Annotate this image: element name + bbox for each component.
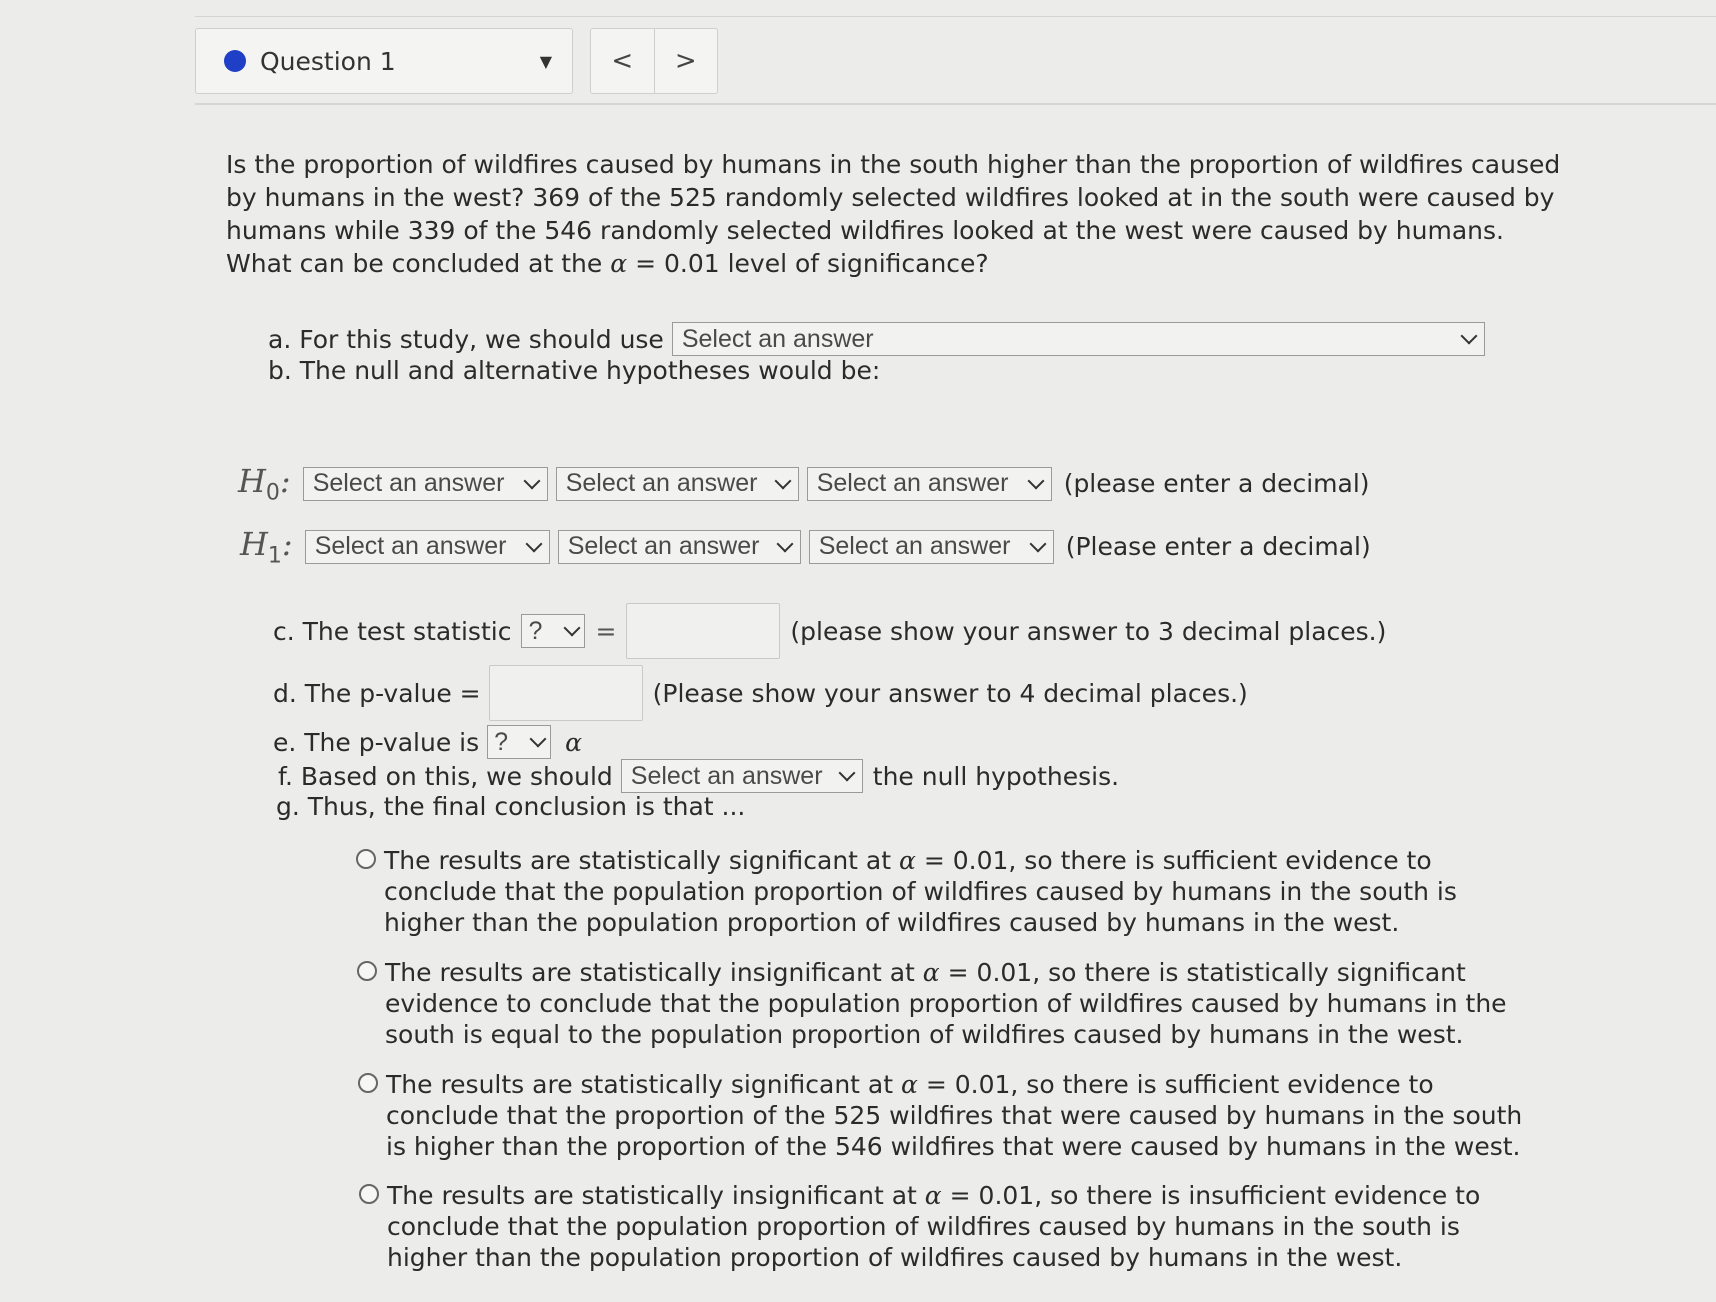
question-label: Question 1 [260, 46, 396, 76]
alpha-symbol: α [565, 727, 583, 757]
part-f [278, 759, 1119, 793]
test-statistic-select-value: ? [528, 616, 543, 645]
question-selector[interactable] [195, 28, 573, 94]
h1-operator-select[interactable] [558, 530, 801, 564]
decision-select[interactable] [621, 759, 863, 793]
part-b [268, 356, 880, 385]
part-f-label: f. Based on this, we should [278, 761, 613, 791]
chevron-down-icon [776, 535, 793, 552]
part-f-tail: the null hypothesis. [872, 761, 1120, 791]
chevron-down-icon [838, 765, 855, 782]
h0-value-value: Select an answer [816, 469, 1009, 498]
chevron-down-icon [525, 535, 542, 552]
h0-note: (please enter a decimal) [1063, 469, 1370, 499]
h0-symbol: $H_0$: [238, 462, 291, 506]
chevron-down-icon [1029, 535, 1046, 552]
part-g [276, 792, 745, 821]
chevron-down-icon [530, 731, 547, 748]
part-g-label: g. Thus, the final conclusion is that ... [276, 792, 746, 821]
part-d [273, 665, 1248, 721]
h1-parameter-value: Select an answer [314, 532, 507, 561]
chevron-down-icon [1460, 328, 1477, 345]
caret-down-icon: ▼ [539, 51, 552, 71]
h1-value-select[interactable] [809, 530, 1054, 564]
h1-operator-value: Select an answer [567, 532, 760, 561]
part-a-label: a. For this study, we should use [268, 324, 664, 354]
h0-value-select[interactable] [807, 467, 1052, 501]
part-a [268, 322, 1485, 356]
h0-parameter-select[interactable] [303, 467, 548, 501]
radio-button[interactable] [356, 849, 376, 869]
question-status-dot [224, 50, 246, 72]
option-text: The results are statistically insignificant at α = 0.01, so there is insufficient evidence to conclude that the population proportion of wildfires caused by humans in the south is higher than the population proportion of wildfires caused by humans in the west. [387, 1181, 1481, 1272]
part-c-note: (please show your answer to 3 decimal places.) [790, 616, 1387, 646]
h1-value-value: Select an answer [818, 532, 1011, 561]
alternative-hypothesis-row [240, 525, 1371, 568]
chevron-down-icon [1027, 472, 1044, 489]
option-text: The results are statistically significant at α = 0.01, so there is sufficient evidence to conclude that the proportion of the 525 wildfires that were caused by humans in the south is higher than the proportion of the 546 wildfires that were caused by humans in the west. [386, 1070, 1523, 1161]
part-d-note: (Please show your answer to 4 decimal places.) [652, 678, 1248, 708]
conclusion-option-2[interactable] [357, 957, 1535, 1050]
h0-operator-value: Select an answer [565, 469, 758, 498]
equals-sign: = [595, 616, 617, 646]
chevron-down-icon [774, 472, 791, 489]
option-text: The results are statistically significant at α = 0.01, so there is sufficient evidence to conclude that the population proportion of wildfires caused by humans in the south is higher than the population proportion of wildfires caused by humans in the west. [384, 846, 1457, 937]
conclusion-option-4[interactable] [359, 1180, 1537, 1273]
p-value-comparison-value: ? [494, 727, 509, 756]
prompt-tail: = 0.01 level of significance? [635, 249, 989, 278]
conclusion-option-3[interactable] [358, 1069, 1536, 1162]
next-question-button[interactable] [654, 29, 718, 93]
h1-symbol: $H_1$: [240, 525, 293, 569]
h0-operator-select[interactable] [556, 467, 799, 501]
part-b-label: b. The null and alternative hypotheses would be: [268, 356, 881, 385]
part-e-label: e. The p-value is [273, 727, 480, 757]
h1-parameter-select[interactable] [305, 530, 550, 564]
part-c-label: c. The test statistic [273, 616, 512, 646]
chevron-down-icon [564, 620, 581, 637]
radio-button[interactable] [359, 1184, 379, 1204]
option-text: The results are statistically insignificant at α = 0.01, so there is statistically significant evidence to conclude that the population proportion of wildfires caused by humans in the south is equal to the population proportion of wildfires caused by humans in the west. [385, 958, 1507, 1049]
chevron-left-icon: < [611, 46, 634, 76]
decision-select-value: Select an answer [630, 761, 823, 790]
h1-note: (Please enter a decimal) [1065, 532, 1371, 562]
nav-divider [195, 103, 1716, 105]
p-value-input[interactable] [489, 665, 643, 721]
radio-button[interactable] [357, 961, 377, 981]
study-type-select[interactable] [672, 322, 1485, 356]
part-c [273, 603, 1386, 659]
conclusion-option-1[interactable] [356, 845, 1534, 938]
null-hypothesis-row [238, 462, 1370, 505]
h0-parameter-value: Select an answer [312, 469, 505, 498]
test-statistic-input[interactable] [626, 603, 780, 659]
question-prompt [226, 148, 1576, 280]
test-statistic-select[interactable] [521, 614, 585, 648]
part-e [273, 725, 582, 759]
top-divider [195, 16, 1716, 17]
alpha-symbol: α [610, 249, 628, 278]
prompt-text: Is the proportion of wildfires caused by humans in the south higher than the proportion of wildfires caused by humans in the west? 369 of the 525 randomly selected wildfires looked at in the south were caused by humans while 339 of the 546 randomly selected wildfires looked at the west were caused by humans. What can be concluded at the [226, 150, 1561, 278]
study-type-select-value: Select an answer [681, 324, 874, 353]
previous-question-button[interactable] [591, 29, 654, 93]
chevron-down-icon [523, 472, 540, 489]
question-nav [590, 28, 718, 94]
radio-button[interactable] [358, 1073, 378, 1093]
p-value-comparison-select[interactable] [487, 725, 551, 759]
part-d-label: d. The p-value = [273, 678, 481, 708]
chevron-right-icon: > [674, 46, 697, 76]
